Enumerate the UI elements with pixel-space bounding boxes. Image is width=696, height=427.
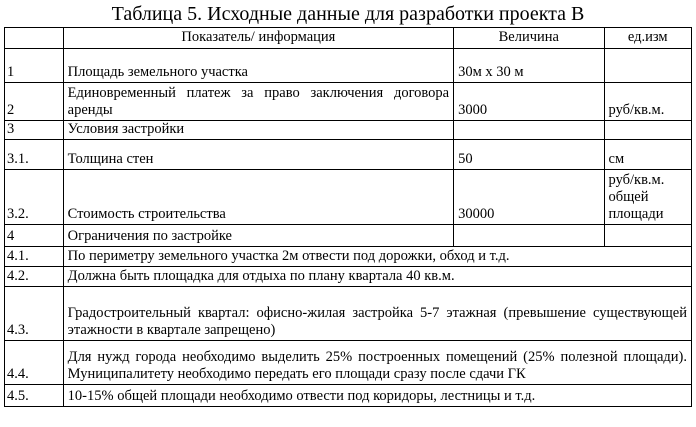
row-value xyxy=(454,121,604,140)
row-unit xyxy=(604,49,691,83)
row-label: Условия застройки xyxy=(63,121,453,140)
row-label: Стоимость строительства xyxy=(63,170,453,225)
row-label: Единовременный платеж за право заключения договора аренды xyxy=(63,83,453,121)
header-unit: ед.изм xyxy=(604,28,691,49)
table-row xyxy=(5,140,692,170)
row-number: 4.1. xyxy=(5,247,64,267)
row-label: Площадь земельного участка xyxy=(63,49,453,83)
row-number: 1 xyxy=(5,49,64,83)
row-text: Для нужд города необходимо выделить 25% построенных помещений (25% полезной площади). Муниципалитету необходимо передать его площади сразу после сдачи ГК xyxy=(63,341,691,385)
header-indicator: Показатель/ информация xyxy=(63,28,453,49)
row-unit xyxy=(604,225,691,247)
table-row xyxy=(5,170,692,225)
row-number: 4.3. xyxy=(5,287,64,341)
table-row xyxy=(5,287,692,341)
table-row xyxy=(5,385,692,407)
table-caption: Таблица 5. Исходные данные для разработки проекта В xyxy=(111,3,585,25)
row-text: Градостроительный квартал: офисно-жилая застройка 5-7 этажная (превышение существующей этажности в квартале запрещено) xyxy=(63,287,691,341)
row-number: 2 xyxy=(5,83,64,121)
row-unit: см xyxy=(604,140,691,170)
table-row xyxy=(5,225,692,247)
header-number xyxy=(5,28,64,49)
row-label: Толщина стен xyxy=(63,140,453,170)
row-text: 10-15% общей площади необходимо отвести под коридоры, лестницы и т.д. xyxy=(63,385,691,407)
row-text: Должна быть площадка для отдыха по плану квартала 40 кв.м. xyxy=(63,267,691,287)
row-unit: руб/кв.м. xyxy=(604,83,691,121)
header-value: Величина xyxy=(454,28,604,49)
header-row xyxy=(5,28,692,49)
row-number: 3.2. xyxy=(5,170,64,225)
table-row xyxy=(5,341,692,385)
row-number: 4 xyxy=(5,225,64,247)
row-value: 30м х 30 м xyxy=(454,49,604,83)
row-number: 3 xyxy=(5,121,64,140)
table-row xyxy=(5,267,692,287)
initial-data-table xyxy=(4,27,692,407)
row-value xyxy=(454,225,604,247)
row-unit: руб/кв.м. общей площади xyxy=(604,170,691,225)
row-unit xyxy=(604,121,691,140)
row-value: 50 xyxy=(454,140,604,170)
row-value: 3000 xyxy=(454,83,604,121)
row-value: 30000 xyxy=(454,170,604,225)
table-row xyxy=(5,49,692,83)
row-number: 3.1. xyxy=(5,140,64,170)
row-number: 4.4. xyxy=(5,341,64,385)
row-number: 4.2. xyxy=(5,267,64,287)
table-row xyxy=(5,83,692,121)
table-row xyxy=(5,247,692,267)
table-row xyxy=(5,121,692,140)
row-number: 4.5. xyxy=(5,385,64,407)
row-label: Ограничения по застройке xyxy=(63,225,453,247)
row-text: По периметру земельного участка 2м отвести под дорожки, обход и т.д. xyxy=(63,247,691,267)
